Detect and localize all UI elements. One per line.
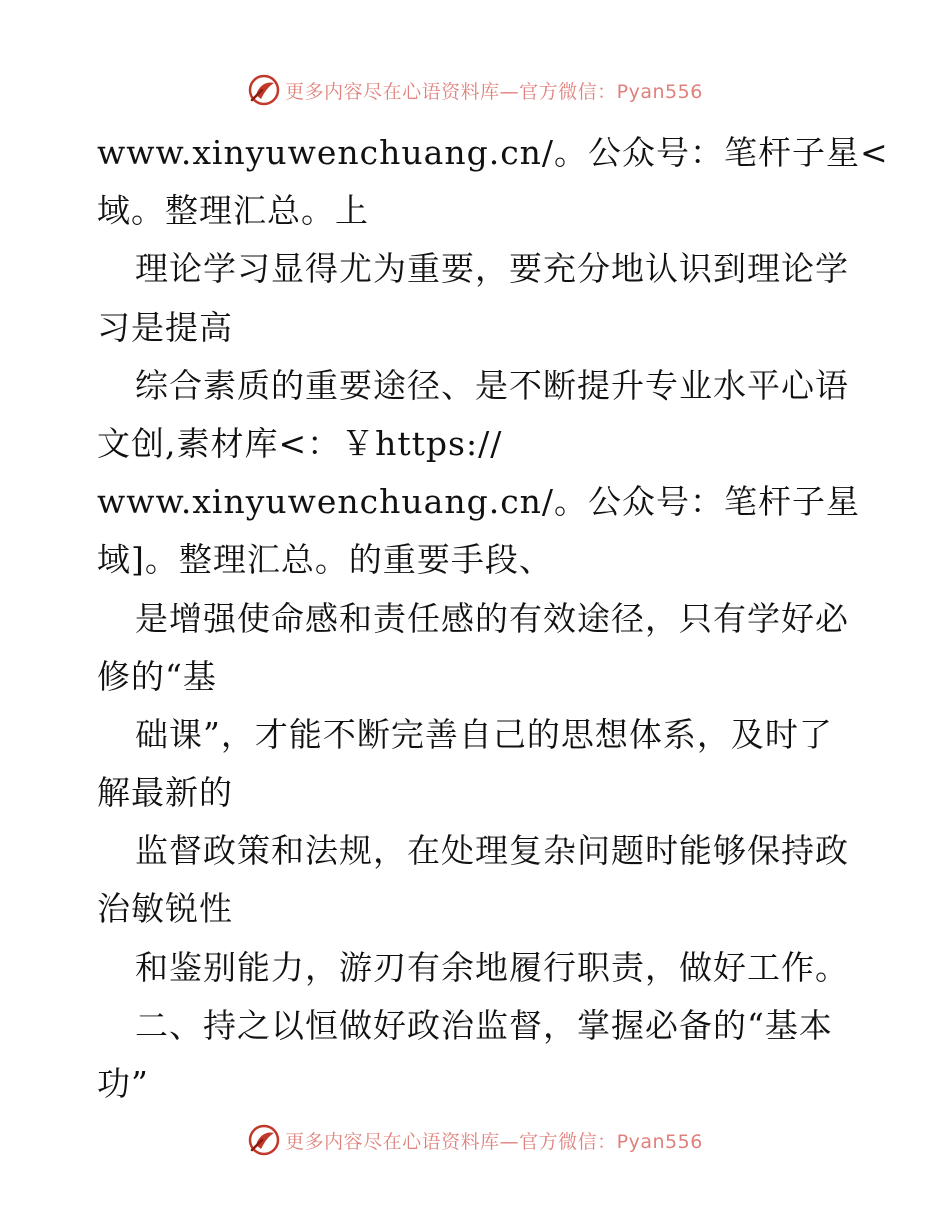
header-watermark — [0, 70, 950, 110]
text-line: www.xinyuwenchuang.cn/。公众号：笔杆子星 — [97, 482, 861, 522]
watermark-text: 更多内容尽在心语资料库—官方微信：Pyan556 — [285, 1130, 703, 1153]
text-line: 监督政策和法规，在处理复杂问题时能够保持政 — [135, 831, 849, 871]
section-heading: 二、持之以恒做好政治监督，掌握必备的“基本 — [135, 1005, 833, 1045]
text-line: 综合素质的重要途径、是不断提升专业水平心语 — [135, 365, 849, 405]
footer-watermark — [0, 1120, 950, 1160]
text-line: 础课”，才能不断完善自己的思想体系，及时了 — [135, 714, 833, 754]
text-line: www.xinyuwenchuang.cn/。公众号：笔杆子星< — [97, 133, 889, 172]
document-body — [97, 124, 889, 1113]
text-line: 域]。整理汇总。的重要手段、 — [97, 540, 553, 580]
text-line: 功” — [97, 1064, 149, 1103]
text-line: 域。整理汇总。上 — [97, 191, 369, 231]
xinyu-logo-icon — [247, 1123, 281, 1157]
watermark-text: 更多内容尽在心语资料库—官方微信：Pyan556 — [285, 80, 703, 103]
text-line: 治敏锐性 — [97, 889, 233, 929]
text-line: 和鉴别能力，游刃有余地履行职责，做好工作。 — [135, 947, 849, 987]
xinyu-logo-icon — [247, 73, 281, 107]
text-line: 理论学习显得尤为重要，要充分地认识到理论学 — [135, 249, 849, 289]
text-line: 习是提高 — [97, 307, 233, 347]
text-line: 解最新的 — [97, 773, 233, 813]
text-line: 文创,素材库<：￥https:// — [97, 423, 503, 463]
text-line: 是增强使命感和责任感的有效途径，只有学好必 — [135, 598, 849, 638]
text-line: 修的“基 — [97, 656, 217, 696]
